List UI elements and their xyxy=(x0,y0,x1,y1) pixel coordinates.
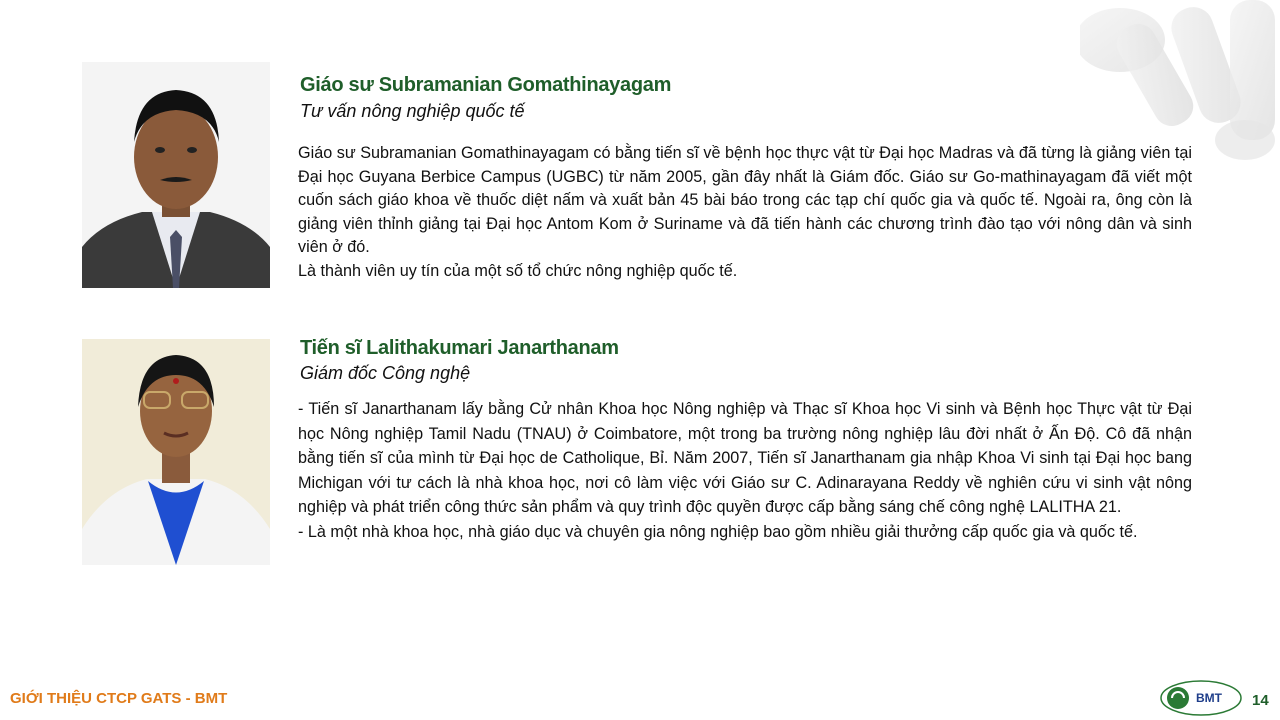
company-logo-icon xyxy=(1160,680,1242,716)
person-2-role: Giám đốc Công nghệ xyxy=(300,363,471,383)
page-number: 14 xyxy=(1252,692,1269,709)
footer-company-label: GIỚI THIỆU CTCP GATS - BMT xyxy=(10,690,228,707)
portrait-photo-1 xyxy=(82,62,270,288)
person-1-bio-paragraph: Là thành viên uy tín của một số tổ chức nông nghiệp quốc tế. xyxy=(298,261,738,280)
person-2-name: Tiến sĩ Lalithakumari Janarthanam xyxy=(300,337,619,359)
portrait-photo-2 xyxy=(82,339,270,565)
person-2-bio-paragraph: - Tiến sĩ Janarthanam lấy bằng Cử nhân Khoa học Nông nghiệp và Thạc sĩ Khoa học Vi sinh và Bệnh học Thực vật từ Đại học Nông nghiệp Tamil Nadu (TNAU) ở Coimbatore, một trong ba trường nông nghiệp lâu đời nhất ở Ấn Độ. Cô đã nhận bằng tiến sĩ của mình từ Đại học de Catholique, Bỉ. Năm 2007, Tiến sĩ Janarthanam gia nhập Khoa Vi sinh tại Đại học bang Michigan với tư cách là nhà khoa học, nơi cô làm việc với Giáo sư C. Adinarayana Reddy về nghiên cứu vi sinh vật nông nghiệp và phát triển công thức sản phẩm và quy trình độc quyền được cấp bằng sáng chế công nghệ LALITHA 21. xyxy=(298,400,1192,516)
logo-text: BMT xyxy=(1196,691,1222,705)
person-2-bio xyxy=(298,397,1192,544)
person-1-name: Giáo sư Subramanian Gomathinayagam xyxy=(300,74,672,96)
person-1-role: Tư vấn nông nghiệp quốc tế xyxy=(300,101,525,121)
person-1-bio-paragraph: Giáo sư Subramanian Gomathinayagam có bằng tiến sĩ về bệnh học thực vật từ Đại học Madras và đã từng là giảng viên tại Đại học Guyana Berbice Campus (UGBC) từ năm 2005, gần đây nhất là Giám đốc. Giáo sư Go-mathinayagam đã viết một cuốn sách giáo khoa về thuốc diệt nấm và xuất bản 45 bài báo trong các tạp chí quốc gia và quốc tế. Ngoài ra, ông còn là giảng viên thỉnh giảng tại Đại học Antom Kom ở Suriname và đã tiến hành các chương trình đào tạo với nông dân và sinh viên ở đó. xyxy=(298,144,1192,256)
person-2-bio-paragraph: - Là một nhà khoa học, nhà giáo dục và chuyên gia nông nghiệp bao gồm nhiều giải thưởng cấp quốc gia và quốc tế. xyxy=(298,522,1138,541)
person-1-bio xyxy=(298,142,1192,283)
